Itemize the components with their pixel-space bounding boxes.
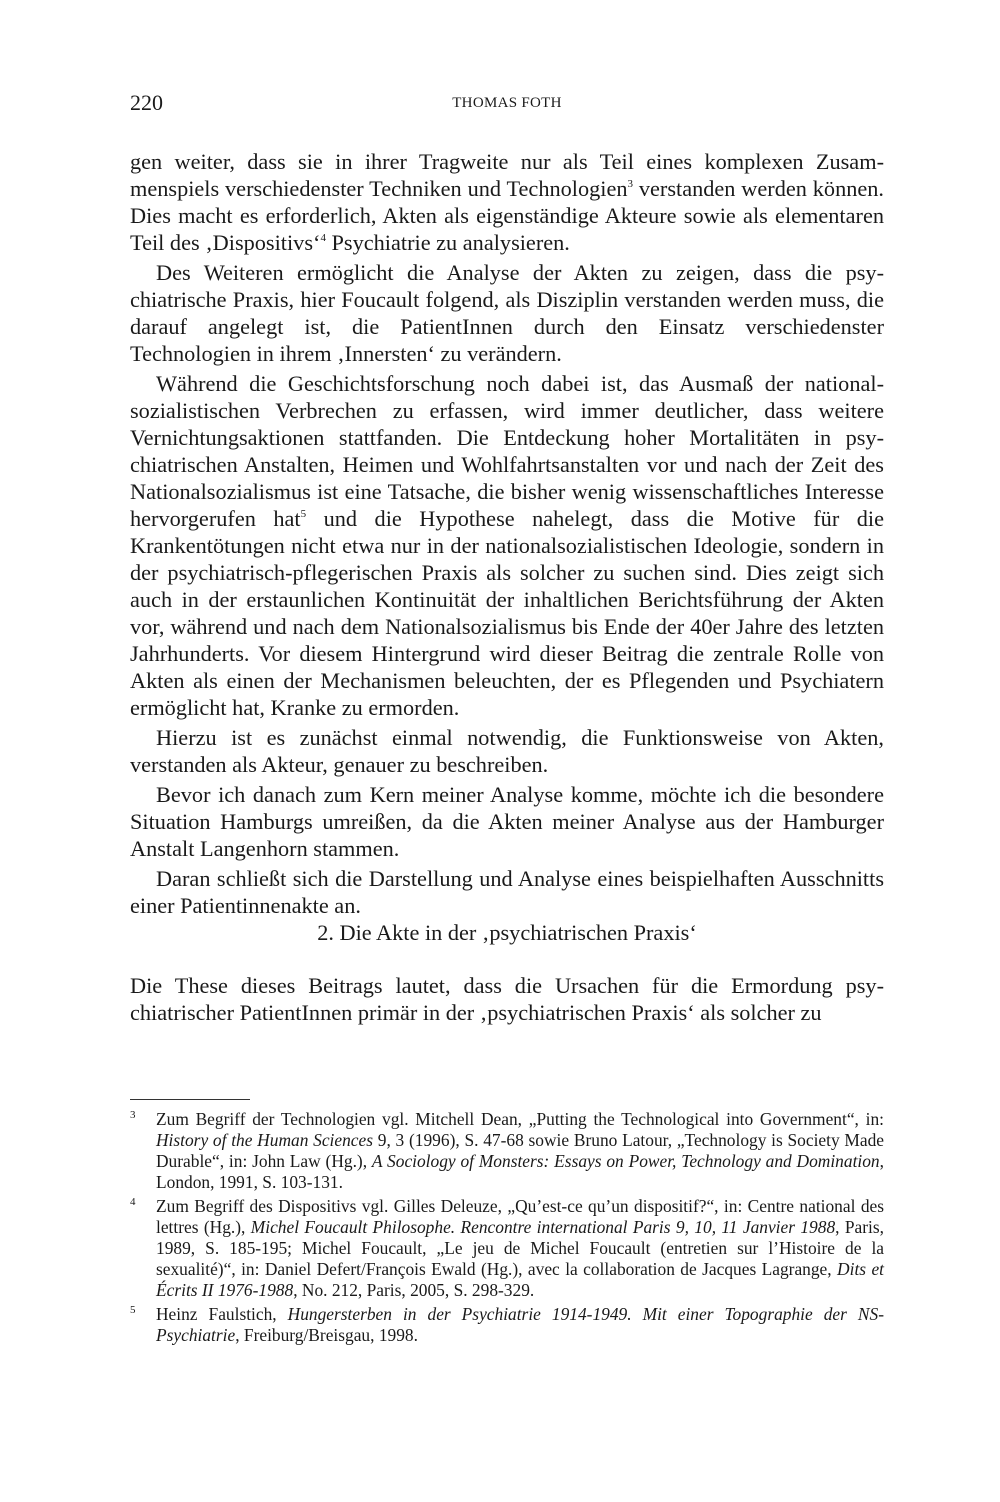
page-number: 220 xyxy=(130,90,163,115)
paragraph-6: Daran schließt sich die Darstellung und Analyse eines beispielhaften Ausschnitts einer Patientinnenakte an. xyxy=(130,866,884,918)
paragraph-3: Während die Geschichtsforschung noch dabei ist, das Ausmaß der nationalsozialistischen Verbrechen zu erfassen, wird immer deutlicher, dass weitere Vernichtungsaktionen stattfanden. Die Entdeckung hoher Mortalitäten in psychiatrischen Anstalten, Heimen und Wohlfahrtsanstalten vor und nach der Zeit des Nationalsozialismus ist eine Tatsache, die bisher wenig wissenschaftliches Interesse hervorgerufen hat$^5$ und die Hypothese nahelegt, dass die Motive für die Krankentötungen nicht etwa nur in der nationalsozialistischen Ideologie, sondern in der psychiatrisch-pflegerischen Praxis als solcher zu suchen sind. Dies zeigt sich auch in der erstaunlichen Kontinuität der inhaltlichen Berichtsführung der Akten vor, während und nach dem Nationalsozialismus bis Ende der 40er Jahre des letzten Jahrhunderts. Vor diesem Hintergrund wird dieser Beitrag die zentrale Rolle von Akten als einen der Mechanismen beleuchten, der es Pflegenden und Psychiatern ermöglicht hat, Kranke zu ermorden. xyxy=(130,371,884,720)
footnote-number: 5 xyxy=(130,1304,136,1316)
section-heading: 2. Die Akte in der ‚psychiatrischen Praxis‘ xyxy=(317,920,697,945)
footnote-divider xyxy=(130,1099,250,1100)
paragraph-1: gen weiter, dass sie in ihrer Tragweite nur als Teil eines komplexen Zusammenspiels verschiedenster Techniken und Technologien$^3$ verstanden werden können. Dies macht es erforderlich, Akten als eigenständige Akteure sowie als elementaren Teil des ‚Dispositivs‘$^4$ Psychiatrie zu analysieren. xyxy=(130,149,884,255)
body-text xyxy=(130,148,884,1026)
footnote-ref-3[interactable]: 3 xyxy=(627,178,633,190)
section-paragraph: Die These dieses Beitrags lautet, dass die Ursachen für die Ermordung psychiatrischer PatientInnen primär in der ‚psychiatrischen Praxis‘ als solcher zu xyxy=(130,973,884,1025)
paragraph-2: Des Weiteren ermöglicht die Analyse der Akten zu zeigen, dass die psychiatrische Praxis, hier Foucault folgend, als Disziplin verstanden werden muss, die darauf angelegt ist, die PatientInnen durch den Einsatz verschiedenster Technologien in ihrem ‚Innersten‘ zu verändern. xyxy=(130,260,884,366)
footnote-number: 4 xyxy=(130,1196,136,1208)
running-head-author: THOMAS FOTH xyxy=(452,95,562,111)
footnote-number: 3 xyxy=(130,1109,136,1121)
running-header xyxy=(130,90,884,120)
footnote-ref-4[interactable]: 4 xyxy=(320,232,326,244)
footnotes xyxy=(130,1109,884,1349)
footnote-ref-5[interactable]: 5 xyxy=(300,508,307,520)
paragraph-4: Hierzu ist es zunächst einmal notwendig, die Funktionsweise von Akten, verstanden als Akteur, genauer zu beschreiben. xyxy=(130,725,884,777)
footnote-5: 5 Heinz Faulstich, Hungersterben in der Psychiatrie 1914-1949. Mit einer Topographie der NS-Psychiatrie, Freiburg/Breisgau, 1998. xyxy=(130,1304,884,1346)
footnote-4: 4 Zum Begriff des Dispositivs vgl. Gilles Deleuze, „Qu’est-ce qu’un dispositif?“, in: Centre national des lettres (Hg.), Michel Foucault Philosophe. Rencontre international Paris 9, 10, 11 Janvier 1988, Paris, 1989, S. 185-195; Michel Foucault, „Le jeu de Michel Foucault (entretien sur l’Histoire de la sexualité)“, in: Daniel Defert/François Ewald (Hg.), avec la collaboration de Jacques Lagrange, Dits et Écrits II 1976-1988, No. 212, Paris, 2005, S. 298-329. xyxy=(130,1196,884,1301)
paragraph-5: Bevor ich danach zum Kern meiner Analyse komme, möchte ich die besondere Situation Hamburgs umreißen, da die Akten meiner Analyse aus der Hamburger Anstalt Langenhorn stammen. xyxy=(130,782,884,861)
footnote-3: 3 Zum Begriff der Technologien vgl. Mitchell Dean, „Putting the Technological into Government“, in: History of the Human Sciences 9, 3 (1996), S. 47-68 sowie Bruno Latour, „Technology is Society Made Durable“, in: John Law (Hg.), A Sociology of Monsters: Essays on Power, Technology and Domination, London, 1991, S. 103-131. xyxy=(130,1109,884,1193)
